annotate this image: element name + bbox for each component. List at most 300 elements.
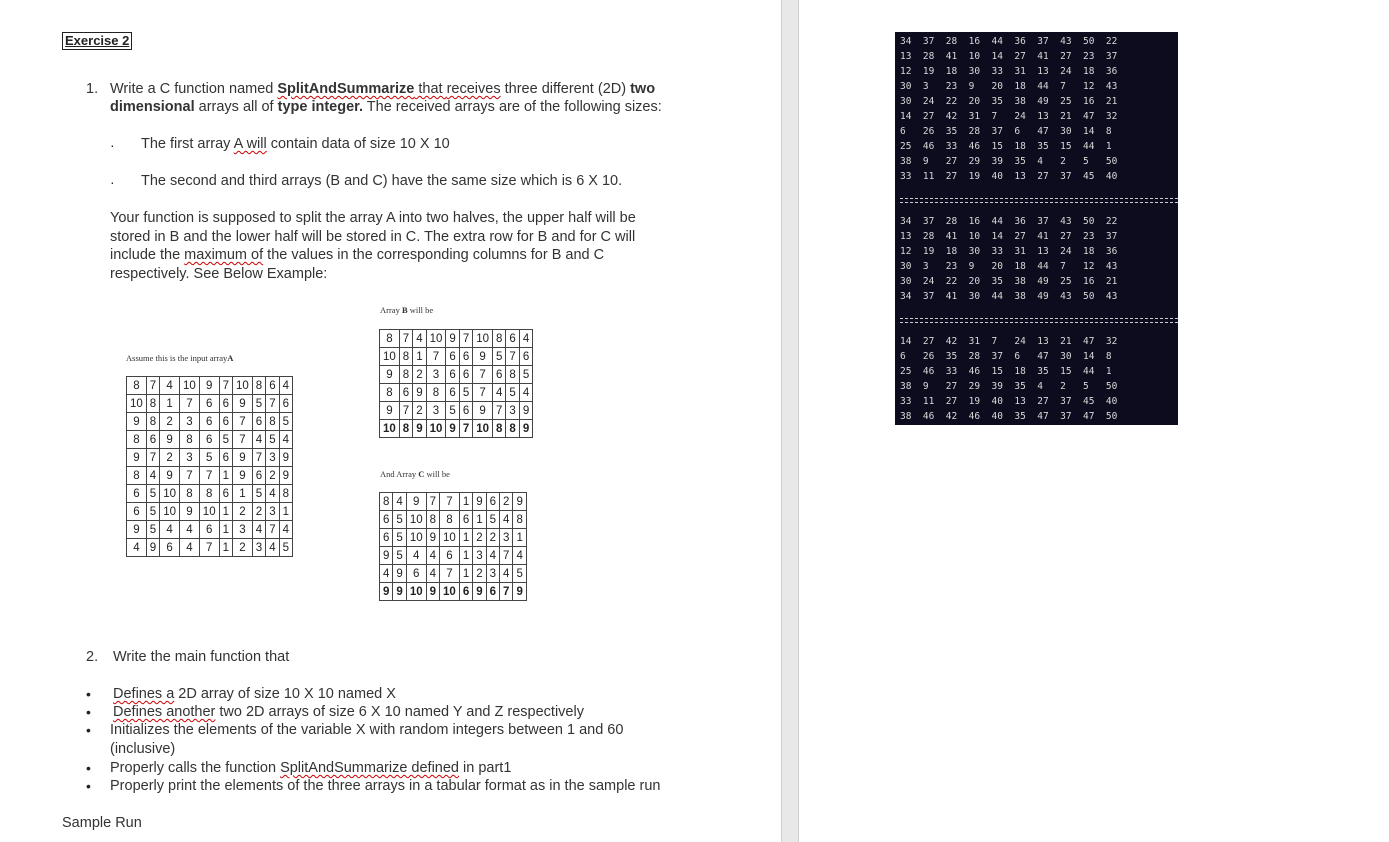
table-cell: 10 (199, 503, 219, 521)
array-c-label-bold: C (418, 469, 425, 479)
table-cell: 7 (459, 420, 472, 438)
table-cell: 6 (146, 431, 159, 449)
table-cell: 9 (160, 467, 180, 485)
table-cell: 5 (266, 431, 279, 449)
table-cell: 2 (473, 529, 486, 547)
table-cell: 3 (252, 539, 265, 557)
table-cell: 5 (506, 384, 519, 402)
console-line: 38 9 27 29 39 35 4 2 5 50 (900, 381, 1118, 392)
table-row (127, 521, 293, 539)
console-line: 30 24 22 20 35 38 49 25 16 21 (900, 276, 1118, 287)
table-cell: 5 (393, 547, 406, 565)
table-cell: 4 (180, 521, 200, 539)
table-cell: 4 (180, 539, 200, 557)
q1-desc-3-b: maximum of (184, 247, 264, 263)
q2-intro: Write the main function that (113, 649, 290, 665)
table-cell: 2 (486, 529, 499, 547)
exercise-title: Exercise 2 (62, 32, 132, 50)
table-cell: 9 (279, 449, 292, 467)
table-cell: 10 (406, 511, 426, 529)
console-line: 6 26 35 28 37 6 47 30 14 8 (900, 126, 1112, 137)
table-cell: 4 (413, 330, 426, 348)
table-cell: 4 (160, 377, 180, 395)
table-row (380, 529, 527, 547)
table-cell: 7 (426, 348, 446, 366)
table-cell: 8 (146, 395, 159, 413)
console-line: 25 46 33 46 15 18 35 15 44 1 (900, 141, 1112, 152)
table-cell: 2 (160, 449, 180, 467)
q2-bullet-4-c: in part1 (459, 760, 512, 776)
table-cell: 5 (146, 503, 159, 521)
console-line: 30 3 23 9 20 18 44 7 12 43 (900, 261, 1118, 272)
table-cell: 7 (473, 384, 493, 402)
table-cell: 2 (500, 493, 513, 511)
table-cell: 6 (279, 395, 292, 413)
table-cell: 4 (127, 539, 147, 557)
table-cell: 9 (380, 402, 400, 420)
table-cell: 6 (446, 348, 459, 366)
table-cell: 4 (160, 521, 180, 539)
table-cell: 3 (506, 402, 519, 420)
table-cell: 5 (252, 485, 265, 503)
table-cell: 10 (380, 348, 400, 366)
table-cell: 9 (160, 431, 180, 449)
table-cell: 6 (486, 583, 499, 601)
table-cell: 7 (252, 449, 265, 467)
q1-bullet-1-c: contain data of size 10 X 10 (266, 136, 450, 152)
table-cell: 3 (426, 402, 446, 420)
table-cell: 10 (406, 583, 426, 601)
table-cell: 4 (513, 547, 526, 565)
table-cell: 5 (146, 485, 159, 503)
table-cell: 6 (406, 565, 426, 583)
table-cell: 4 (406, 547, 426, 565)
console-line: 13 28 41 10 14 27 41 27 23 37 (900, 231, 1118, 242)
table-cell: 4 (426, 565, 439, 583)
console-line: 13 28 41 10 14 27 41 27 23 37 (900, 51, 1118, 62)
q1-desc-4: respectively. See Below Example: (110, 266, 328, 282)
table-row (380, 547, 527, 565)
q1-line2-d: The received arrays are of the following sizes: (363, 99, 662, 115)
q2-bullet-4-b: SplitAndSummarize defined (280, 760, 459, 776)
table-cell: 1 (279, 503, 292, 521)
table-cell: 10 (473, 330, 493, 348)
table-cell: 5 (252, 395, 265, 413)
table-cell: 7 (180, 467, 200, 485)
table-cell: 9 (413, 384, 426, 402)
table-cell: 6 (252, 413, 265, 431)
table-cell: 7 (399, 402, 412, 420)
table-cell: 5 (199, 449, 219, 467)
table-cell: 9 (146, 539, 159, 557)
table-cell: 6 (219, 485, 232, 503)
table-cell: 6 (486, 493, 499, 511)
q1-line1 (110, 80, 655, 99)
table-cell: 5 (279, 539, 292, 557)
table-cell: 1 (459, 529, 472, 547)
table-row (380, 420, 533, 438)
table-cell: 4 (519, 384, 532, 402)
table-cell: 7 (266, 521, 279, 539)
table-cell: 9 (446, 330, 459, 348)
table-cell: 6 (446, 366, 459, 384)
function-name: SplitAndSummarize (277, 81, 415, 97)
table-cell: 9 (393, 583, 406, 601)
console-line: 33 11 27 19 40 13 27 37 45 40 (900, 396, 1118, 407)
table-cell: 9 (473, 583, 486, 601)
table-cell: 7 (440, 565, 460, 583)
table-cell: 4 (519, 330, 532, 348)
table-cell: 9 (413, 420, 426, 438)
table-cell: 2 (252, 503, 265, 521)
table-cell: 9 (380, 366, 400, 384)
table-cell: 9 (233, 467, 253, 485)
table-cell: 9 (446, 420, 459, 438)
table-cell: 6 (219, 413, 232, 431)
table-cell: 6 (440, 547, 460, 565)
q2-bullet-2-a: Defines another (113, 704, 216, 720)
q1-line1-b: that (414, 81, 447, 97)
table-row (380, 366, 533, 384)
array-b-label (380, 305, 433, 315)
table-cell: 4 (146, 467, 159, 485)
bullet-dot: · (110, 174, 115, 190)
table-cell: 10 (127, 395, 147, 413)
table-cell: 9 (426, 583, 439, 601)
table-cell: 7 (146, 449, 159, 467)
table-cell: 1 (473, 511, 486, 529)
table-cell: 8 (279, 485, 292, 503)
table-cell: 7 (506, 348, 519, 366)
table-cell: 9 (127, 521, 147, 539)
array-a-table (126, 376, 293, 557)
table-cell: 2 (473, 565, 486, 583)
table-cell: 9 (393, 565, 406, 583)
table-row (380, 330, 533, 348)
array-a-label-bold: A (227, 353, 234, 363)
console-line: 30 3 23 9 20 18 44 7 12 43 (900, 81, 1118, 92)
console-line: 38 46 42 46 40 35 47 37 47 50 (900, 411, 1118, 422)
table-cell: 6 (459, 348, 472, 366)
q2-bullet-5: Properly print the elements of the three arrays in a tabular format as in the sample run (110, 778, 661, 794)
table-cell: 6 (199, 413, 219, 431)
table-cell: 6 (160, 539, 180, 557)
table-cell: 7 (459, 330, 472, 348)
table-cell: 8 (146, 413, 159, 431)
console-output (895, 32, 1178, 425)
table-cell: 9 (406, 493, 426, 511)
console-separator (900, 198, 1178, 203)
table-cell: 6 (380, 529, 393, 547)
table-cell: 2 (266, 467, 279, 485)
q1-line2-a: dimensional (110, 99, 195, 115)
table-cell: 3 (266, 449, 279, 467)
table-cell: 5 (279, 413, 292, 431)
table-cell: 9 (513, 493, 526, 511)
table-cell: 7 (426, 493, 439, 511)
q2-bullet-4 (110, 759, 511, 778)
table-cell: 7 (199, 539, 219, 557)
array-b-label-bold: B (401, 305, 408, 315)
table-cell: 9 (233, 395, 253, 413)
table-cell: 1 (219, 521, 232, 539)
console-line: 34 37 28 16 44 36 37 43 50 22 (900, 36, 1118, 47)
array-c-label-post: will be (424, 469, 450, 479)
table-cell: 6 (506, 330, 519, 348)
table-row (380, 583, 527, 601)
table-cell: 9 (233, 449, 253, 467)
table-row (380, 493, 527, 511)
table-cell: 7 (493, 402, 506, 420)
bullet-dot: • (86, 778, 91, 794)
table-cell: 3 (426, 366, 446, 384)
table-cell: 5 (446, 402, 459, 420)
table-cell: 5 (219, 431, 232, 449)
table-cell: 5 (146, 521, 159, 539)
array-b-label-pre: Array (380, 305, 402, 315)
console-line: 14 27 42 31 7 24 13 21 47 32 (900, 111, 1118, 122)
table-cell: 6 (252, 467, 265, 485)
table-cell: 6 (266, 377, 279, 395)
table-cell: 6 (519, 348, 532, 366)
table-cell: 3 (473, 547, 486, 565)
table-cell: 6 (219, 449, 232, 467)
bullet-dot: • (86, 686, 91, 702)
table-cell: 3 (266, 503, 279, 521)
q1-line2-b: arrays all of (194, 99, 278, 115)
q1-desc-3-c: the values in the corresponding columns for B and C (263, 247, 605, 263)
table-cell: 4 (279, 521, 292, 539)
table-cell: 8 (513, 511, 526, 529)
table-cell: 8 (380, 493, 393, 511)
q1-desc-3-a: include the (110, 247, 185, 263)
table-cell: 2 (413, 402, 426, 420)
table-cell: 9 (380, 583, 393, 601)
table-cell: 4 (500, 565, 513, 583)
table-row (127, 485, 293, 503)
table-cell: 2 (233, 503, 253, 521)
table-cell: 6 (127, 485, 147, 503)
table-cell: 7 (500, 583, 513, 601)
table-row (127, 467, 293, 485)
q1-desc-3 (110, 246, 604, 265)
table-cell: 3 (180, 449, 200, 467)
table-cell: 6 (459, 402, 472, 420)
console-line: 38 9 27 29 39 35 4 2 5 50 (900, 156, 1118, 167)
table-cell: 8 (493, 420, 506, 438)
q2-bullet-2-b: two 2D arrays of size 6 X 10 named Y and Z respectively (215, 704, 584, 720)
table-cell: 10 (426, 330, 446, 348)
table-row (380, 565, 527, 583)
array-b-label-post: will be (407, 305, 434, 315)
table-cell: 7 (473, 366, 493, 384)
table-cell: 10 (406, 529, 426, 547)
console-separator (900, 318, 1178, 323)
table-cell: 4 (252, 431, 265, 449)
table-cell: 6 (127, 503, 147, 521)
table-cell: 2 (160, 413, 180, 431)
table-cell: 10 (180, 377, 200, 395)
console-line: 34 37 28 16 44 36 37 43 50 22 (900, 216, 1118, 227)
table-row (127, 449, 293, 467)
table-row (380, 384, 533, 402)
table-cell: 1 (219, 539, 232, 557)
table-cell: 1 (459, 493, 472, 511)
table-cell: 3 (180, 413, 200, 431)
table-row (380, 348, 533, 366)
table-cell: 10 (473, 420, 493, 438)
table-cell: 6 (459, 511, 472, 529)
table-cell: 1 (513, 529, 526, 547)
table-cell: 5 (519, 366, 532, 384)
table-row (127, 431, 293, 449)
table-cell: 6 (199, 431, 219, 449)
table-row (380, 402, 533, 420)
table-cell: 8 (252, 377, 265, 395)
table-cell: 7 (180, 395, 200, 413)
table-cell: 8 (493, 330, 506, 348)
bullet-dot: · (110, 137, 115, 153)
table-cell: 10 (160, 503, 180, 521)
bullet-dot: • (86, 760, 91, 776)
q1-bullet-1 (141, 135, 450, 154)
table-cell: 9 (180, 503, 200, 521)
table-cell: 5 (513, 565, 526, 583)
console-line: 34 37 41 30 44 38 49 43 50 43 (900, 291, 1118, 302)
table-cell: 8 (399, 348, 412, 366)
bullet-dot: • (86, 704, 91, 720)
table-cell: 7 (440, 493, 460, 511)
table-cell: 8 (266, 413, 279, 431)
q1-bullet-2: The second and third arrays (B and C) have the same size which is 6 X 10. (141, 173, 623, 189)
table-cell: 4 (493, 384, 506, 402)
table-cell: 1 (233, 485, 253, 503)
console-line: 30 24 22 20 35 38 49 25 16 21 (900, 96, 1118, 107)
table-cell: 1 (219, 467, 232, 485)
table-cell: 4 (279, 431, 292, 449)
console-line: 12 19 18 30 33 31 13 24 18 36 (900, 246, 1118, 257)
table-cell: 3 (486, 565, 499, 583)
table-cell: 5 (493, 348, 506, 366)
table-cell: 8 (380, 384, 400, 402)
array-b-table (379, 329, 533, 438)
table-cell: 6 (399, 384, 412, 402)
q2-bullet-1 (113, 685, 396, 704)
q1-bullet-1-a: The first array (141, 136, 234, 152)
table-cell: 10 (233, 377, 253, 395)
table-cell: 9 (199, 377, 219, 395)
q1-line1-d: three different (2D) (500, 81, 631, 97)
table-cell: 6 (199, 521, 219, 539)
table-cell: 7 (233, 413, 253, 431)
table-cell: 8 (426, 384, 446, 402)
table-cell: 8 (180, 485, 200, 503)
q1-desc-2: stored in B and the lower half will be stored in C. The extra row for B and for C will (110, 229, 636, 245)
table-cell: 9 (513, 583, 526, 601)
table-cell: 9 (473, 493, 486, 511)
table-cell: 8 (399, 366, 412, 384)
table-cell: 9 (473, 348, 493, 366)
table-cell: 8 (199, 485, 219, 503)
table-cell: 7 (500, 547, 513, 565)
console-line: 6 26 35 28 37 6 47 30 14 8 (900, 351, 1112, 362)
q1-line2 (110, 98, 662, 117)
q1-number: 1. (86, 81, 99, 97)
table-cell: 9 (127, 413, 147, 431)
table-cell: 5 (459, 384, 472, 402)
table-cell: 8 (127, 467, 147, 485)
table-cell: 9 (426, 529, 439, 547)
table-cell: 8 (506, 366, 519, 384)
table-row (127, 377, 293, 395)
table-cell: 10 (426, 420, 446, 438)
table-cell: 9 (473, 402, 493, 420)
table-cell: 1 (413, 348, 426, 366)
table-cell: 4 (266, 539, 279, 557)
table-row (127, 539, 293, 557)
array-c-table (379, 492, 527, 601)
bullet-dot: • (86, 722, 91, 738)
table-cell: 4 (266, 485, 279, 503)
table-cell: 7 (399, 330, 412, 348)
table-cell: 8 (426, 511, 439, 529)
table-cell: 4 (279, 377, 292, 395)
array-a-label (126, 353, 233, 363)
table-cell: 4 (426, 547, 439, 565)
table-cell: 4 (252, 521, 265, 539)
table-cell: 9 (380, 547, 393, 565)
table-cell: 1 (459, 565, 472, 583)
table-row (127, 413, 293, 431)
table-cell: 7 (219, 377, 232, 395)
table-cell: 7 (199, 467, 219, 485)
q1-line1-c: receives (446, 81, 501, 97)
q2-bullet-1-a: Defines a (113, 686, 175, 702)
sample-run-label: Sample Run (62, 815, 142, 831)
table-cell: 3 (500, 529, 513, 547)
table-row (380, 511, 527, 529)
table-cell: 1 (160, 395, 180, 413)
table-cell: 7 (233, 431, 253, 449)
console-line: 25 46 33 46 15 18 35 15 44 1 (900, 366, 1112, 377)
table-cell: 3 (233, 521, 253, 539)
console-line: 14 27 42 31 7 24 13 21 47 32 (900, 336, 1118, 347)
table-cell: 5 (393, 529, 406, 547)
table-cell: 1 (219, 503, 232, 521)
table-cell: 8 (440, 511, 460, 529)
console-line: 12 19 18 30 33 31 13 24 18 36 (900, 66, 1118, 77)
table-row (127, 395, 293, 413)
table-cell: 9 (279, 467, 292, 485)
table-cell: 8 (506, 420, 519, 438)
q2-bullet-3: Initializes the elements of the variable X with random integers between 1 and 60 (110, 722, 624, 738)
table-cell: 10 (380, 420, 400, 438)
table-row (127, 503, 293, 521)
table-cell: 6 (380, 511, 393, 529)
table-cell: 6 (493, 366, 506, 384)
table-cell: 8 (180, 431, 200, 449)
console-line: 33 11 27 19 40 13 27 37 45 40 (900, 171, 1118, 182)
table-cell: 5 (393, 511, 406, 529)
table-cell: 8 (127, 377, 147, 395)
table-cell: 7 (146, 377, 159, 395)
array-c-label (380, 469, 450, 479)
table-cell: 6 (459, 366, 472, 384)
q1-line2-c: type integer. (277, 99, 364, 115)
q2-bullet-4-a: Properly calls the function (110, 760, 281, 776)
table-cell: 8 (127, 431, 147, 449)
table-cell: 6 (459, 583, 472, 601)
